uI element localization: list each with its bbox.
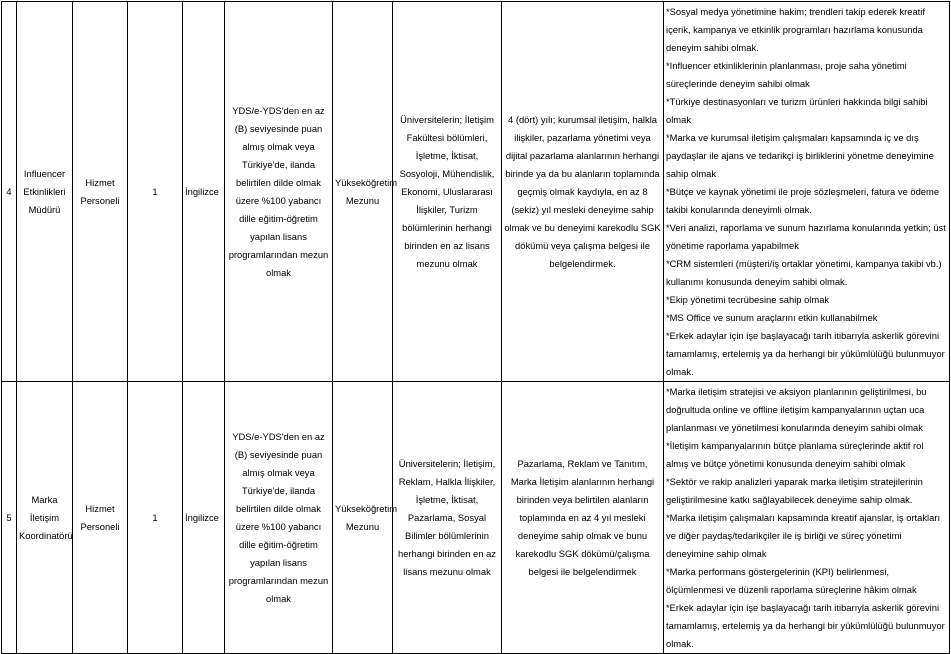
qualification-item: *MS Office ve sunum araçlarını etkin kullanabilmek (666, 312, 878, 323)
department-requirement: Üniversitelerin; İletişim Fakültesi bölümleri, İşletme, İktisat, Sosyoloji, Mühendislik, Ekonomi, Uluslararası İlişkiler, Turizm bölümlerinin herhangi birinden en az lisans mezunu olmak (393, 2, 502, 382)
position-title: Marka İletişim Koordinatörü (17, 382, 73, 654)
qualification-item: *Bütçe ve kaynak yönetimi ile proje sözleşmeleri, fatura ve ödeme takibi konularında deneyimli olmak. (666, 186, 940, 215)
staff-category: Hizmet Personeli (73, 382, 128, 654)
language: İngilizce (183, 382, 225, 654)
position-title: Influencer Etkinlikleri Müdürü (17, 2, 73, 382)
language: İngilizce (183, 2, 225, 382)
row-number: 4 (2, 2, 17, 382)
qualification-item: *İletişim kampanyalarının bütçe planlama süreçlerinde aktif rol almış ve bütçe yönetimi konusunda deneyim sahibi olmak (666, 440, 924, 469)
table-row (2, 2, 950, 382)
staff-category: Hizmet Personeli (73, 2, 128, 382)
position-count: 1 (128, 2, 183, 382)
qualification-item: *Marka ve kurumsal iletişim çalışmaları kapsamında iç ve dış paydaşlar ile ajans ve tedarikçi iş birliklerini yönetme deneyimine sahip olmak (666, 132, 934, 179)
experience-requirement: 4 (dört) yılı; kurumsal iletişim, halkla ilişkiler, pazarlama yönetimi veya dijital pazarlama alanlarının herhangi birinde ya da bu alanların toplamında geçmiş olmak kaydıyla, en az 8 (sekiz) yıl mesleki deneyime sahip olmak ve bu deneyimi karekodlu SGK dökümü veya çalışma belgesi ile belgelendirmek. (502, 2, 664, 382)
qualification-item: *Erkek adaylar için işe başlayacağı tarih itibarıyla askerlik görevini tamamlamış, ertelemiş ya da herhangi bir yükümlülüğü bulunmuyor olmak. (666, 602, 945, 649)
qualification-item: *Marka iletişim stratejisi ve aksiyon planlarının geliştirilmesi, bu doğrultuda online ve offline iletişim kampanyalarının uçtan uca planlanması ve yönetilmesi konularında deneyim sahibi olmak (666, 386, 927, 433)
education-level: Yükseköğretim Mezunu (333, 382, 393, 654)
qualification-item: *Marka performans göstergelerinin (KPI) belirlenmesi, ölçümlenmesi ve düzenli raporlama süreçlerine hâkim olmak (666, 566, 917, 595)
experience-requirement: Pazarlama, Reklam ve Tanıtım, Marka İletişim alanlarının herhangi birinden veya belirtilen alanların toplamında en az 4 yıl mesleki deneyime sahip olmak ve bunu karekodlu SGK dökümü/çalışma belgesi ile belgelendirmek (502, 382, 664, 654)
qualification-item: *Marka iletişim çalışmaları kapsamında kreatif ajanslar, iş ortakları ve diğer paydaş/tedarikçiler ile iş birliği ve süreç yönetimi deneyimine sahip olmak (666, 512, 941, 559)
language-requirement: YDS/e-YDS'den en az (B) seviyesinde puan almış olmak veya Türkiye'de, ilanda belirtilen dilde olmak üzere %100 yabancı dille eğitim-öğretim yapılan lisans programlarından mezun olmak (225, 2, 333, 382)
department-requirement: Üniversitelerin; İletişim, Reklam, Halkla İlişkiler, İşletme, İktisat, Pazarlama, Sosyal Bilimler bölümlerinin herhangi birinden en az lisans mezunu olmak (393, 382, 502, 654)
qualification-item: *Veri analizi, raporlama ve sunum hazırlama konularında yetkin; üst yönetime raporlama yapabilmek (666, 222, 946, 251)
qualification-item: *Sosyal medya yönetimine hakim; trendleri takip ederek kreatif içerik, kampanya ve etkinlik programları hazırlama konusunda deneyim sahibi olmak. (666, 6, 925, 53)
position-count: 1 (128, 382, 183, 654)
qualifications-list (664, 2, 950, 382)
language-requirement: YDS/e-YDS'den en az (B) seviyesinde puan almış olmak veya Türkiye'de, ilanda belirtilen dilde olmak üzere %100 yabancı dille eğitim-öğretim yapılan lisans programlarından mezun olmak (225, 382, 333, 654)
row-number: 5 (2, 382, 17, 654)
qualification-item: *Influencer etkinliklerinin planlanması, proje saha yönetimi süreçlerinde deneyim sahibi olmak (666, 60, 907, 89)
table-row (2, 382, 950, 654)
qualification-item: *CRM sistemleri (müşteri/iş ortaklar yönetimi, kampanya takibi vb.) kullanımı konusunda deneyim sahibi olmak. (666, 258, 942, 287)
qualifications-list (664, 382, 950, 654)
qualification-item: *Ekip yönetimi tecrübesine sahip olmak (666, 294, 830, 305)
education-level: Yükseköğretim Mezunu (333, 2, 393, 382)
qualification-item: *Sektör ve rakip analizleri yaparak marka iletişim stratejilerinin geliştirilmesine katkı sağlayabilecek deneyime sahip olmak. (666, 476, 923, 505)
qualification-item: *Erkek adaylar için işe başlayacağı tarih itibarıyla askerlik görevini tamamlamış, ertelemiş ya da herhangi bir yükümlülüğü bulunmuyor olmak. (666, 330, 945, 377)
job-listing-table (1, 1, 950, 654)
qualification-item: *Türkiye destinasyonları ve turizm ürünleri hakkında bilgi sahibi olmak (666, 96, 928, 125)
